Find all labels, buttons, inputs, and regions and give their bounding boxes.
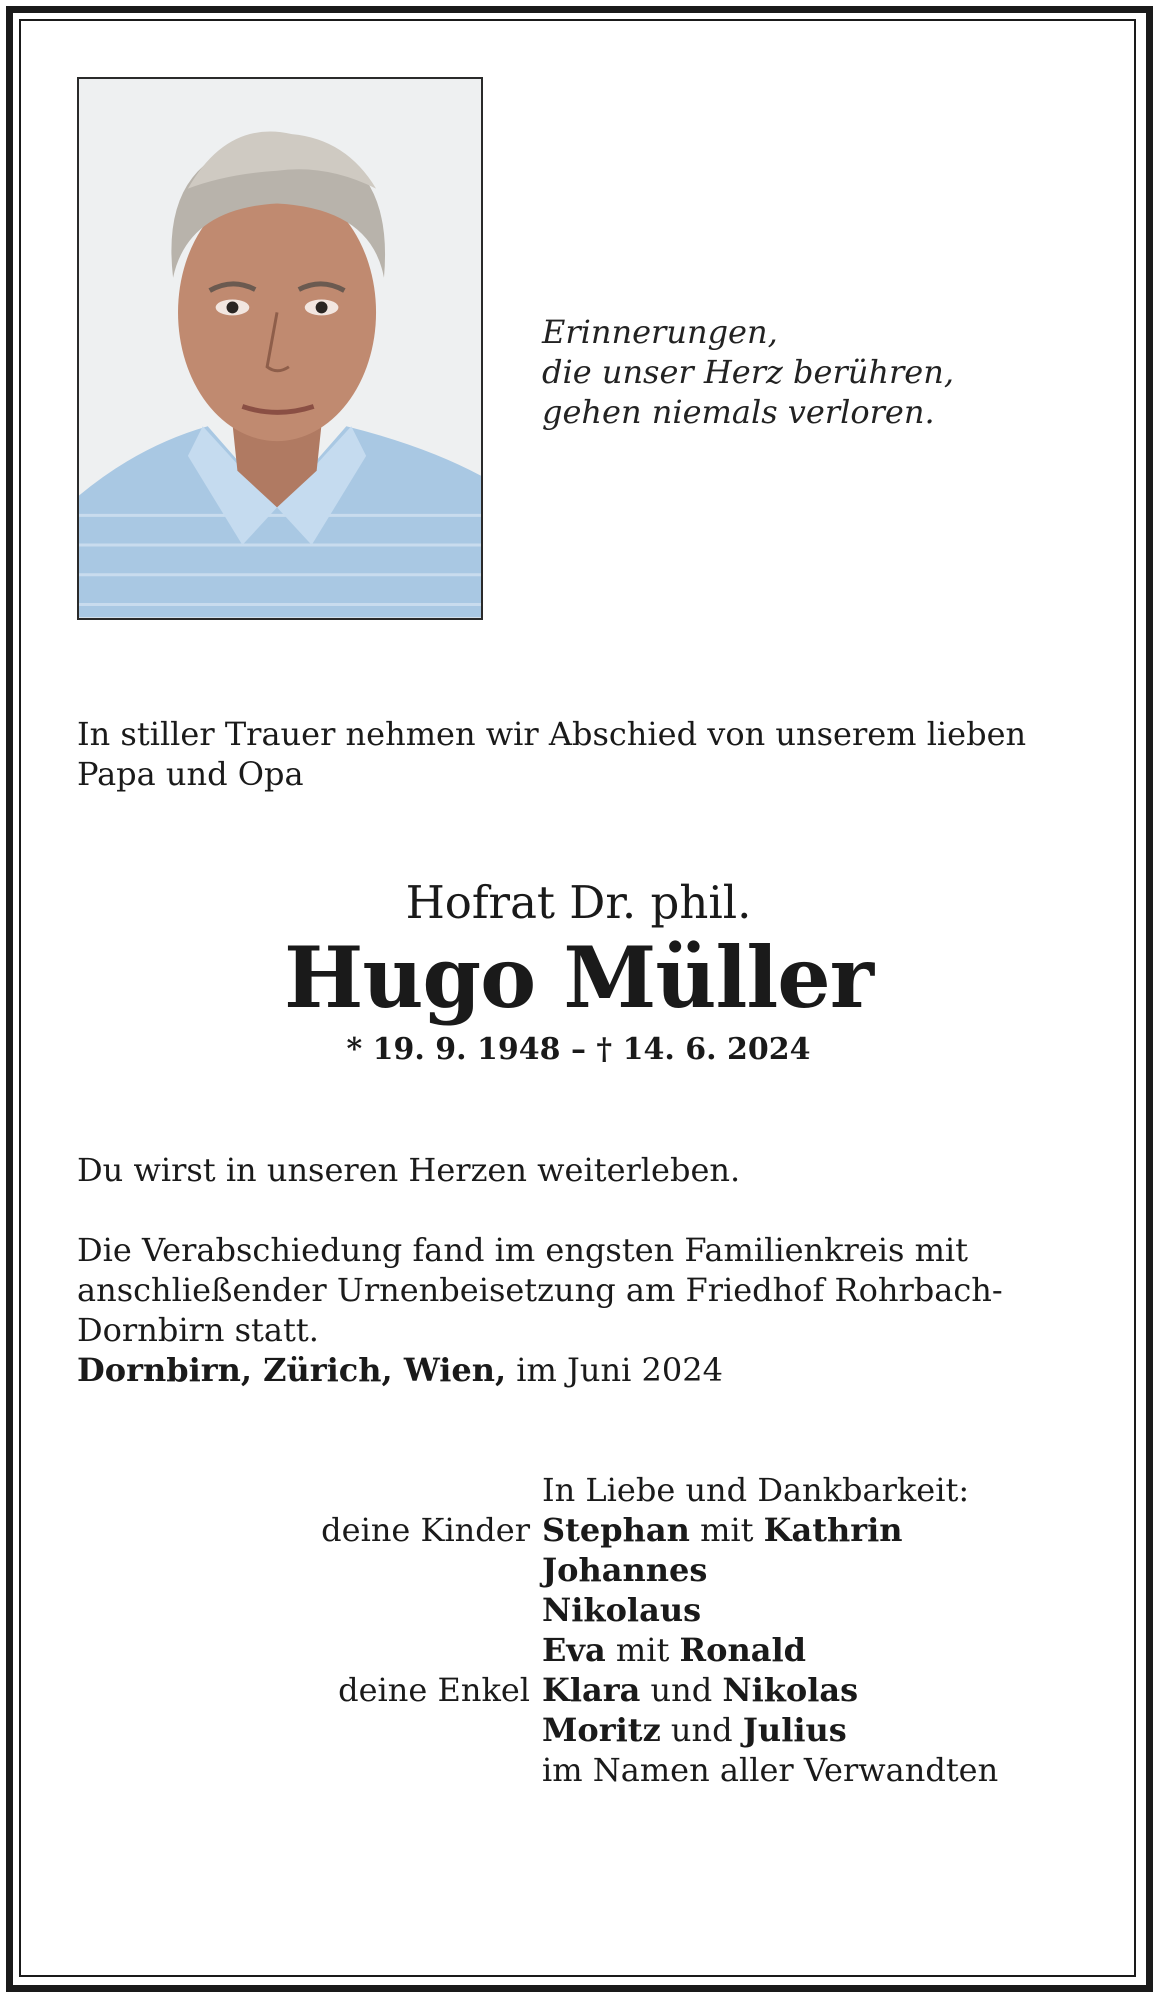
mourner-entry: Johannes xyxy=(542,1551,708,1589)
deceased-name: Hugo Müller xyxy=(283,928,874,1027)
quote-line: die unser Herz berühren, xyxy=(542,353,954,391)
grandchildren-label: deine Enkel xyxy=(338,1671,530,1709)
mourner-entry: Moritz und Julius xyxy=(542,1711,847,1749)
memorial-quote xyxy=(542,312,954,432)
life-dates: * 19. 9. 1948 – † 14. 6. 2024 xyxy=(346,1032,811,1067)
children-label: deine Kinder xyxy=(321,1511,530,1549)
portrait-photo xyxy=(77,77,483,620)
intro-text: In stiller Trauer nehmen wir Abschied von unserem lieben Papa und Opa xyxy=(77,715,1027,793)
quote-line: Erinnerungen, xyxy=(542,313,778,351)
mourner-entry: Stephan mit Kathrin xyxy=(542,1511,903,1549)
memorial-sentence: Du wirst in unseren Herzen weiterleben. xyxy=(77,1151,741,1189)
mourner-entry: Nikolaus xyxy=(542,1591,702,1629)
date-text: im Juni 2024 xyxy=(516,1351,723,1389)
academic-title: Hofrat Dr. phil. xyxy=(405,876,752,929)
funeral-notice: Die Verabschiedung fand im engsten Familienkreis mit anschließender Urnenbeisetzung am Friedhof Rohrbach-Dornbirn statt. xyxy=(77,1231,1003,1349)
quote-line: gehen niemals verloren. xyxy=(542,393,935,431)
relatives-note: im Namen aller Verwandten xyxy=(542,1751,999,1789)
mourner-entry: Klara und Nikolas xyxy=(542,1671,859,1709)
portrait-illustration xyxy=(79,79,481,618)
mourner-entry: Eva mit Ronald xyxy=(542,1631,806,1669)
mourners-list xyxy=(0,1470,1157,1790)
place-date-line xyxy=(77,1350,1087,1390)
places: Dornbirn, Zürich, Wien, xyxy=(77,1351,507,1389)
closing-intro: In Liebe und Dankbarkeit: xyxy=(542,1471,970,1509)
